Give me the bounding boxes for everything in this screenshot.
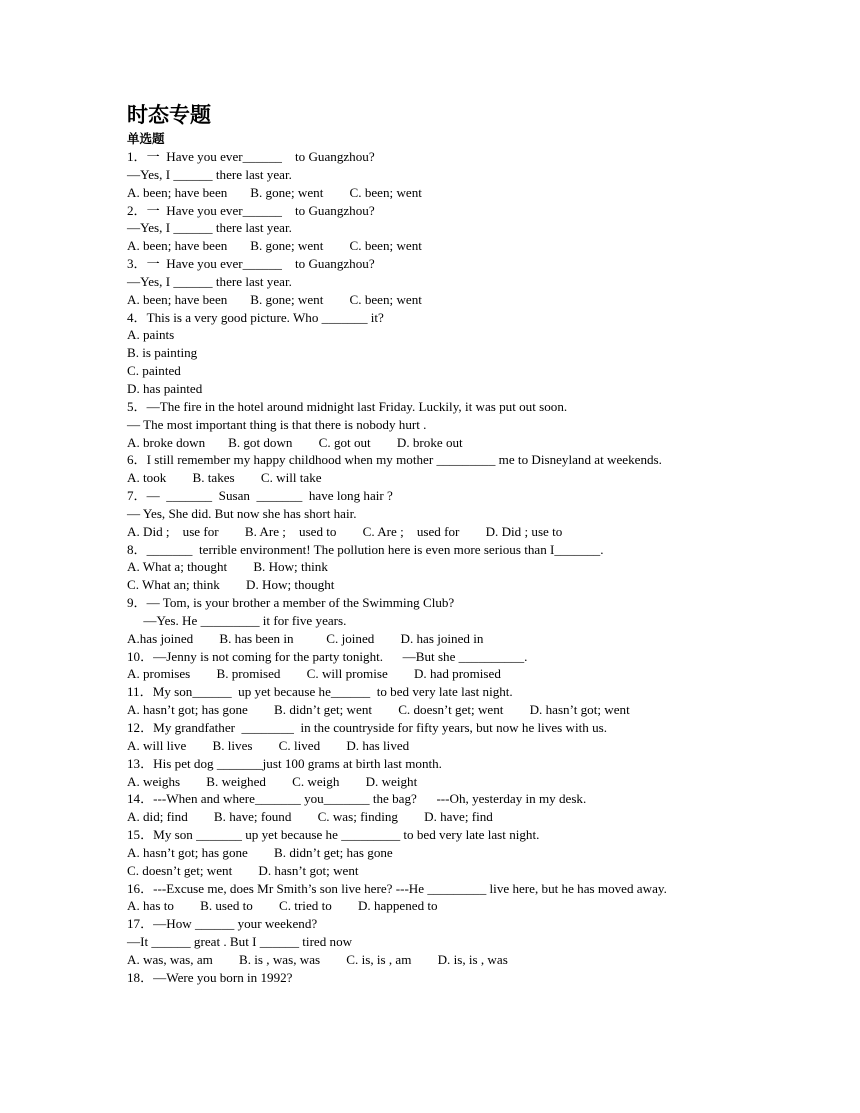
question-text: 12．My grandfather ________ in the countryside for fifty years, but now he lives with us. bbox=[127, 720, 608, 735]
question-line: A. Did ; use for B. Are ; used to C. Are ; used for D. Did ; use to bbox=[127, 523, 563, 539]
question-text: 7．— _______ Susan _______ have long hair ? bbox=[127, 488, 393, 504]
question-line: D. has painted bbox=[127, 380, 203, 396]
question-line: C. painted bbox=[127, 363, 181, 379]
question-line: A. hasn’t got; has gone B. didn’t get; has gone bbox=[127, 844, 393, 860]
question-text: 15．My son _______ up yet because he _________ to bed very late last night. bbox=[127, 827, 540, 843]
question-line: A. broke down B. got down C. got out D. broke out bbox=[127, 434, 463, 450]
question-text: 18．—Were you born in 1992? bbox=[127, 969, 293, 985]
question-item bbox=[127, 451, 739, 487]
question-item bbox=[127, 826, 739, 880]
question-item bbox=[127, 755, 739, 791]
question-text: 9．— Tom, is your brother a member of the Swimming Club? bbox=[127, 595, 455, 611]
question-text: 5．—The fire in the hotel around midnight last Friday. Luckily, it was put out soon. bbox=[127, 398, 568, 414]
question-line: —Yes, I ______ there last year. bbox=[127, 166, 292, 182]
question-line: C. doesn’t get; went D. hasn’t got; went bbox=[127, 862, 359, 878]
document-title: 时态专题 bbox=[127, 103, 211, 127]
question-text: 2．一 Have you ever______ to Guangzhou? bbox=[127, 202, 375, 218]
question-item bbox=[127, 309, 739, 398]
question-line: A. has to B. used to C. tried to D. happened to bbox=[127, 898, 438, 914]
section-heading: 单选题 bbox=[127, 131, 165, 146]
question-line: A. will live B. lives C. lived D. has lived bbox=[127, 737, 410, 753]
question-text: 4．This is a very good picture. Who _______ it? bbox=[127, 309, 384, 325]
question-item bbox=[127, 719, 739, 755]
question-item bbox=[127, 648, 739, 684]
question-line: A. did; find B. have; found C. was; finding D. have; find bbox=[127, 809, 493, 825]
question-line: B. is painting bbox=[127, 345, 198, 361]
question-item bbox=[127, 541, 739, 595]
question-text: 8．_______ terrible environment! The pollution here is even more serious than I_______. bbox=[127, 541, 604, 557]
question-item bbox=[127, 880, 739, 916]
question-line: A. been; have been B. gone; went C. been; went bbox=[127, 238, 422, 254]
question-text: 16．---Excuse me, does Mr Smith’s son live here? ---He _________ live here, but he has moved away. bbox=[127, 880, 667, 896]
question-text: 1．一 Have you ever______ to Guangzhou? bbox=[127, 149, 375, 164]
question-list bbox=[127, 148, 739, 987]
question-text: 14．---When and where_______ you_______ the bag? ---Oh, yesterday in my desk. bbox=[127, 791, 587, 807]
question-text: 17．—How ______ your weekend? bbox=[127, 916, 318, 932]
question-line: A. hasn’t got; has gone B. didn’t get; went C. doesn’t get; went D. hasn’t got; went bbox=[127, 702, 630, 718]
question-line: —It ______ great . But I ______ tired now bbox=[127, 934, 353, 950]
question-line: —Yes, I ______ there last year. bbox=[127, 273, 292, 289]
question-item bbox=[127, 915, 739, 969]
question-line: A. weighs B. weighed C. weigh D. weight bbox=[127, 773, 418, 789]
question-line: C. What an; think D. How; thought bbox=[127, 577, 335, 593]
question-line: A.has joined B. has been in C. joined D. has joined in bbox=[127, 630, 484, 646]
question-line: A. promises B. promised C. will promise D. had promised bbox=[127, 666, 501, 682]
question-line: —Yes, I ______ there last year. bbox=[127, 220, 292, 236]
question-text: 11．My son______ up yet because he______ to bed very late last night. bbox=[127, 684, 513, 700]
question-item bbox=[127, 487, 739, 541]
question-line: — The most important thing is that there is nobody hurt . bbox=[127, 416, 427, 432]
question-text: 6．I still remember my happy childhood when my mother _________ me to Disneyland at weekends. bbox=[127, 452, 662, 468]
question-item bbox=[127, 148, 739, 202]
question-line: A. been; have been B. gone; went C. been; went bbox=[127, 184, 422, 200]
question-item bbox=[127, 969, 739, 987]
question-item bbox=[127, 202, 739, 256]
question-line: A. What a; thought B. How; think bbox=[127, 559, 328, 575]
question-text: 13．His pet dog _______just 100 grams at birth last month. bbox=[127, 755, 442, 771]
question-item bbox=[127, 255, 739, 309]
question-item bbox=[127, 790, 739, 826]
question-text: 3．一 Have you ever______ to Guangzhou? bbox=[127, 256, 375, 272]
question-line: A. paints bbox=[127, 327, 175, 343]
question-item bbox=[127, 683, 739, 719]
question-line: A. been; have been B. gone; went C. been; went bbox=[127, 291, 422, 307]
question-line: A. took B. takes C. will take bbox=[127, 470, 322, 486]
question-item bbox=[127, 594, 739, 648]
question-line: —Yes. He _________ it for five years. bbox=[127, 612, 347, 628]
question-text: 10．—Jenny is not coming for the party tonight. —But she __________. bbox=[127, 648, 528, 664]
question-line: — Yes, She did. But now she has short hair. bbox=[127, 505, 357, 521]
document-page bbox=[127, 100, 739, 987]
question-line: A. was, was, am B. is , was, was C. is, is , am D. is, is , was bbox=[127, 951, 508, 967]
question-item bbox=[127, 398, 739, 452]
